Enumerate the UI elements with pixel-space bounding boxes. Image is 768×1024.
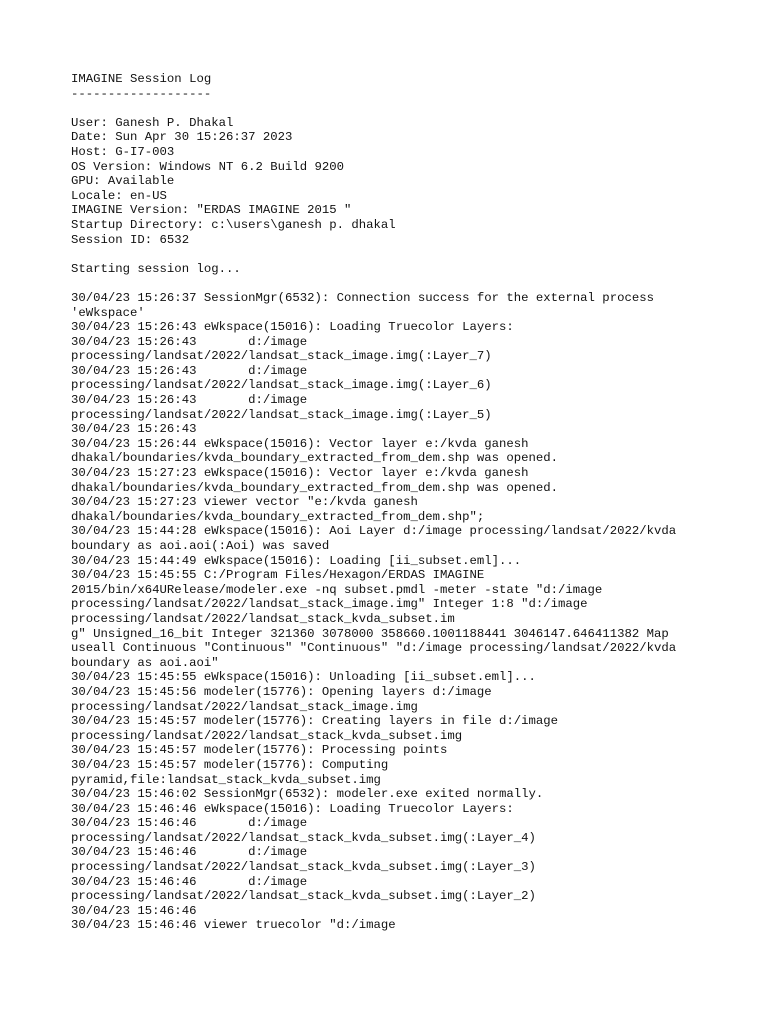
- log-line: 30/04/23 15:27:23 eWkspace(15016): Vector layer e:/kvda ganesh: [71, 466, 529, 481]
- log-line: [71, 247, 731, 262]
- log-line: 30/04/23 15:26:43 d:/image: [71, 393, 308, 408]
- log-line: dhakal/boundaries/kvda_boundary_extracted_from_dem.shp was opened.: [71, 480, 559, 495]
- log-line: 30/04/23 15:44:28 eWkspace(15016): Aoi Layer d:/image processing/landsat/2022/kvda: [71, 524, 677, 539]
- log-line: 30/04/23 15:45:57 modeler(15776): Creating layers in file d:/image: [71, 714, 559, 729]
- log-line: 30/04/23 15:46:46 eWkspace(15016): Loading Truecolor Layers:: [71, 801, 514, 816]
- session-log-text: [71, 72, 731, 933]
- log-line: Date: Sun Apr 30 15:26:37 2023: [71, 130, 293, 145]
- log-line: 30/04/23 15:46:46 d:/image: [71, 816, 308, 831]
- log-line: Startup Directory: c:\users\ganesh p. dhakal: [71, 217, 396, 232]
- log-line: processing/landsat/2022/landsat_stack_image.img(:Layer_7): [71, 349, 492, 364]
- log-line: processing/landsat/2022/landsat_stack_kvda_subset.img: [71, 728, 463, 743]
- log-line: boundary as aoi.aoi(:Aoi) was saved: [71, 539, 330, 553]
- log-line: pyramid,file:landsat_stack_kvda_subset.img: [71, 772, 381, 787]
- log-line: processing/landsat/2022/landsat_stack_kvda_subset.img(:Layer_2): [71, 889, 536, 904]
- log-line: 30/04/23 15:45:55 eWkspace(15016): Unloading [ii_subset.eml]...: [71, 670, 536, 685]
- log-line: useall Continuous "Continuous" "Continuous" "d:/image processing/landsat/2022/kvda: [71, 641, 677, 656]
- log-line: processing/landsat/2022/landsat_stack_image.img" Integer 1:8 "d:/image: [71, 597, 588, 612]
- log-line: 30/04/23 15:26:43 d:/image: [71, 363, 308, 378]
- log-line: 30/04/23 15:46:02 SessionMgr(6532): modeler.exe exited normally.: [71, 787, 544, 802]
- log-line: IMAGINE Session Log: [71, 72, 212, 86]
- log-line: Starting session log...: [71, 261, 241, 276]
- log-line: 30/04/23 15:45:55 C:/Program Files/Hexagon/ERDAS IMAGINE: [71, 568, 485, 583]
- log-line: -------------------: [71, 86, 212, 101]
- log-line: 30/04/23 15:26:43: [71, 422, 197, 437]
- log-line: processing/landsat/2022/landsat_stack_kvda_subset.im: [71, 611, 455, 626]
- log-line: Host: G-I7-003: [71, 144, 175, 159]
- log-line: OS Version: Windows NT 6.2 Build 9200: [71, 159, 345, 174]
- log-line: 30/04/23 15:46:46 viewer truecolor "d:/image: [71, 918, 396, 933]
- log-line: 30/04/23 15:46:46 d:/image: [71, 845, 308, 860]
- log-line: processing/landsat/2022/landsat_stack_image.img(:Layer_5): [71, 407, 492, 422]
- log-line: dhakal/boundaries/kvda_boundary_extracted_from_dem.shp";: [71, 509, 485, 524]
- log-line: g" Unsigned_16_bit Integer 321360 3078000 358660.1001188441 3046147.646411382 Map: [71, 626, 669, 641]
- log-line: GPU: Available: [71, 174, 175, 189]
- log-line: 30/04/23 15:26:44 eWkspace(15016): Vector layer e:/kvda ganesh: [71, 436, 529, 451]
- log-line: processing/landsat/2022/landsat_stack_image.img: [71, 699, 418, 714]
- log-line: 30/04/23 15:44:49 eWkspace(15016): Loading [ii_subset.eml]...: [71, 553, 522, 568]
- log-line: Locale: en-US: [71, 188, 167, 203]
- log-line: 30/04/23 15:26:43 eWkspace(15016): Loading Truecolor Layers:: [71, 320, 514, 335]
- log-line: 30/04/23 15:27:23 viewer vector "e:/kvda ganesh: [71, 495, 418, 510]
- log-line: 30/04/23 15:45:57 modeler(15776): Computing: [71, 757, 389, 772]
- log-line: 30/04/23 15:45:57 modeler(15776): Processing points: [71, 743, 448, 758]
- log-line: boundary as aoi.aoi": [71, 655, 219, 670]
- log-line: 30/04/23 15:26:37 SessionMgr(6532): Connection success for the external process: [71, 290, 654, 305]
- log-line: 'eWkspace': [71, 305, 145, 320]
- log-line: 2015/bin/x64URelease/modeler.exe -nq subset.pmdl -meter -state "d:/image: [71, 582, 603, 597]
- log-line: [71, 101, 731, 116]
- log-line: User: Ganesh P. Dhakal: [71, 115, 234, 130]
- log-line: processing/landsat/2022/landsat_stack_kvda_subset.img(:Layer_4): [71, 830, 536, 845]
- log-line: processing/landsat/2022/landsat_stack_kvda_subset.img(:Layer_3): [71, 860, 536, 875]
- log-line: IMAGINE Version: "ERDAS IMAGINE 2015 ": [71, 203, 352, 218]
- log-line: 30/04/23 15:46:46: [71, 903, 197, 918]
- log-line: processing/landsat/2022/landsat_stack_image.img(:Layer_6): [71, 378, 492, 393]
- log-line: [71, 276, 731, 291]
- log-line: 30/04/23 15:26:43 d:/image: [71, 334, 308, 349]
- log-line: 30/04/23 15:46:46 d:/image: [71, 874, 308, 889]
- log-line: dhakal/boundaries/kvda_boundary_extracted_from_dem.shp was opened.: [71, 451, 559, 466]
- log-line: Session ID: 6532: [71, 232, 190, 247]
- log-line: 30/04/23 15:45:56 modeler(15776): Opening layers d:/image: [71, 684, 492, 699]
